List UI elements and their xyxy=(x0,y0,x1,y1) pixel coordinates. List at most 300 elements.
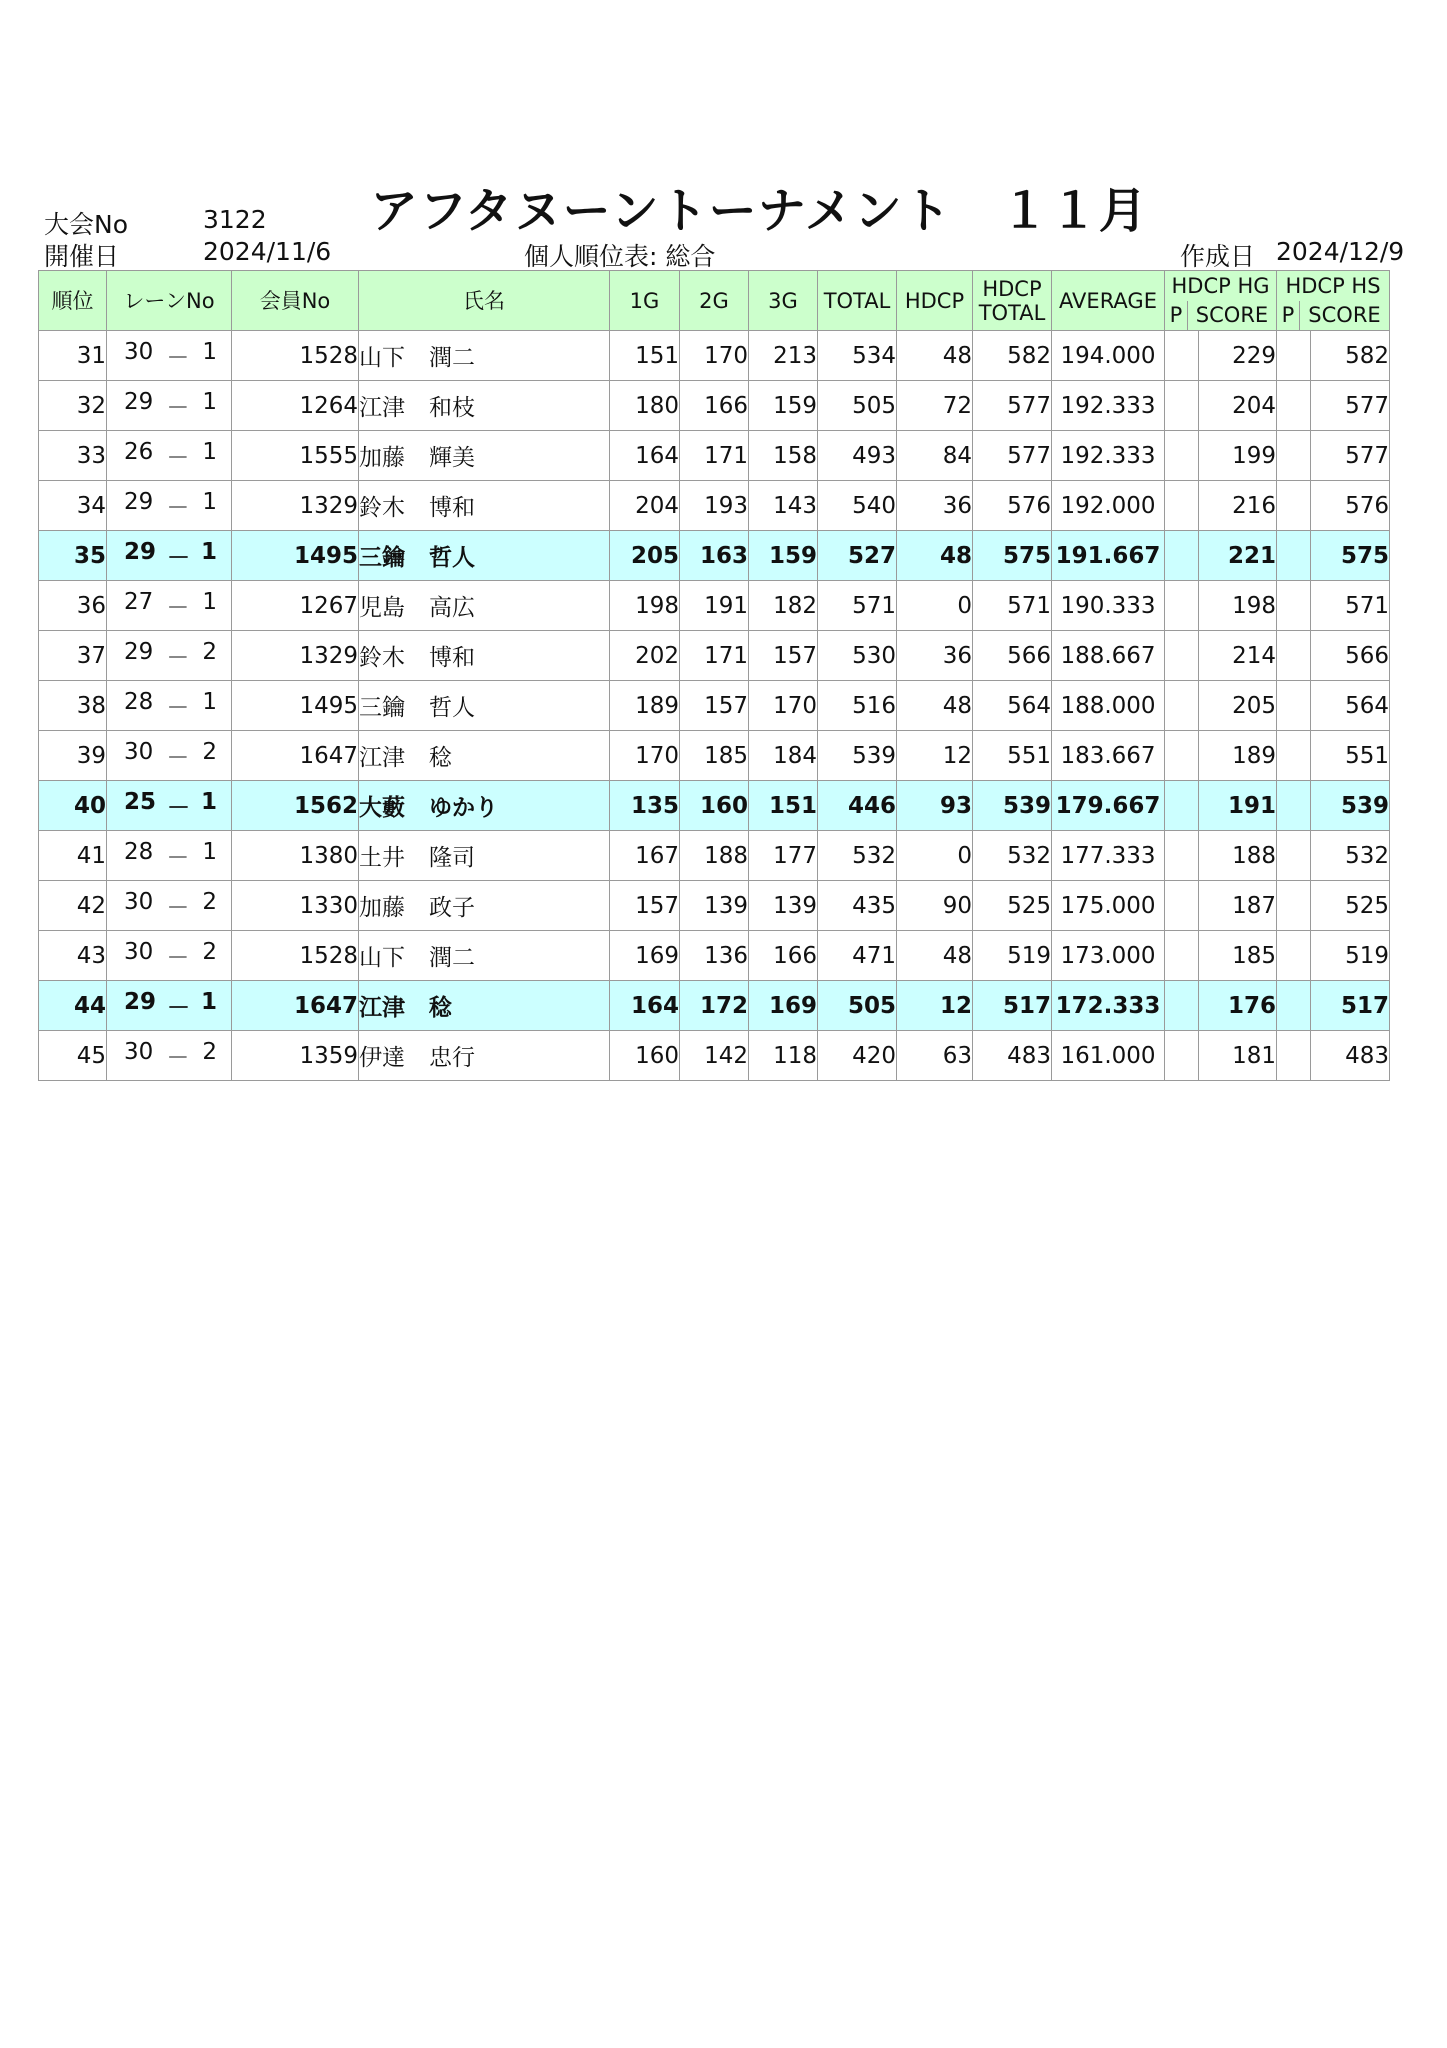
cell-lane-separator: － xyxy=(166,695,190,721)
cell-average: 179.667 xyxy=(1052,781,1165,831)
cell-hs-p xyxy=(1277,731,1311,781)
cell-hs-score: 577 xyxy=(1311,431,1390,481)
cell-hs-score: 517 xyxy=(1311,981,1390,1031)
cell-average: 191.667 xyxy=(1052,531,1165,581)
cell-hg-p xyxy=(1165,781,1199,831)
cell-last-name: 江津 xyxy=(359,395,405,421)
cell-g2: 193 xyxy=(680,481,749,531)
cell-first-name: ゆかり xyxy=(429,795,498,821)
cell-total: 446 xyxy=(818,781,897,831)
header-hdcp-hs xyxy=(1277,271,1390,331)
table-row xyxy=(39,631,1390,681)
cell-hs-p xyxy=(1277,931,1311,981)
cell-hdcp: 0 xyxy=(897,581,973,631)
cell-g2: 171 xyxy=(680,631,749,681)
cell-hdcp-total: 576 xyxy=(973,481,1052,531)
cell-rank: 45 xyxy=(39,1031,107,1081)
cell-first-name: 博和 xyxy=(429,645,475,671)
cell-g1: 169 xyxy=(610,931,680,981)
cell-hg-p xyxy=(1165,581,1199,631)
cell-member-no: 1562 xyxy=(232,781,359,831)
cell-g1: 164 xyxy=(610,431,680,481)
cell-lane-position: 2 xyxy=(202,939,217,965)
cell-hs-score: 566 xyxy=(1311,631,1390,681)
cell-average: 190.333 xyxy=(1052,581,1165,631)
cell-first-name: 政子 xyxy=(429,895,475,921)
header-hdcp-total xyxy=(973,271,1052,331)
cell-hdcp: 63 xyxy=(897,1031,973,1081)
cell-total: 516 xyxy=(818,681,897,731)
cell-rank: 44 xyxy=(39,981,107,1031)
cell-lane xyxy=(107,1031,232,1081)
header-total: TOTAL xyxy=(818,271,897,331)
cell-member-no: 1528 xyxy=(232,331,359,381)
cell-hs-score: 532 xyxy=(1311,831,1390,881)
cell-member-no: 1647 xyxy=(232,981,359,1031)
cell-hdcp-total: 532 xyxy=(973,831,1052,881)
cell-first-name: 輝美 xyxy=(429,445,475,471)
cell-average: 172.333 xyxy=(1052,981,1165,1031)
cell-hg-score: 191 xyxy=(1199,781,1277,831)
table-row xyxy=(39,1031,1390,1081)
cell-lane-position: 1 xyxy=(202,839,217,865)
cell-rank: 40 xyxy=(39,781,107,831)
cell-rank: 37 xyxy=(39,631,107,681)
cell-name xyxy=(359,731,610,781)
cell-hs-score: 519 xyxy=(1311,931,1390,981)
tournament-no-value: 3122 xyxy=(203,205,267,234)
cell-hg-p xyxy=(1165,431,1199,481)
cell-lane xyxy=(107,731,232,781)
cell-hdcp: 12 xyxy=(897,731,973,781)
cell-lane xyxy=(107,381,232,431)
cell-name xyxy=(359,531,610,581)
cell-last-name: 加藤 xyxy=(359,895,405,921)
cell-lane-number: 29 xyxy=(124,989,157,1015)
cell-first-name: 潤二 xyxy=(429,345,475,371)
cell-g1: 135 xyxy=(610,781,680,831)
cell-g1: 157 xyxy=(610,881,680,931)
cell-hdcp-total: 551 xyxy=(973,731,1052,781)
cell-hdcp: 48 xyxy=(897,331,973,381)
cell-hs-p xyxy=(1277,681,1311,731)
cell-hs-p xyxy=(1277,481,1311,531)
cell-hg-p xyxy=(1165,381,1199,431)
cell-total: 530 xyxy=(818,631,897,681)
cell-g1: 204 xyxy=(610,481,680,531)
cell-hg-score: 214 xyxy=(1199,631,1277,681)
table-row xyxy=(39,381,1390,431)
cell-hs-p xyxy=(1277,331,1311,381)
cell-lane-position: 2 xyxy=(202,889,217,915)
cell-hg-p xyxy=(1165,331,1199,381)
cell-hdcp: 48 xyxy=(897,531,973,581)
cell-hdcp-total: 577 xyxy=(973,381,1052,431)
cell-g2: 166 xyxy=(680,381,749,431)
cell-hdcp: 36 xyxy=(897,631,973,681)
table-label: 個人順位表: 総合 xyxy=(524,242,716,271)
cell-hg-score: 188 xyxy=(1199,831,1277,881)
cell-rank: 36 xyxy=(39,581,107,631)
cell-total: 540 xyxy=(818,481,897,531)
cell-name xyxy=(359,581,610,631)
cell-lane-number: 28 xyxy=(124,839,154,865)
cell-g3: 169 xyxy=(749,981,818,1031)
cell-hg-score: 204 xyxy=(1199,381,1277,431)
cell-g3: 151 xyxy=(749,781,818,831)
header-lane: レーンNo xyxy=(107,271,232,331)
cell-lane-position: 2 xyxy=(202,639,217,665)
cell-lane-number: 29 xyxy=(124,389,154,415)
cell-g2: 185 xyxy=(680,731,749,781)
cell-last-name: 鈴木 xyxy=(359,645,405,671)
cell-first-name: 忠行 xyxy=(429,1045,475,1071)
cell-last-name: 山下 xyxy=(359,945,405,971)
cell-member-no: 1647 xyxy=(232,731,359,781)
cell-first-name: 哲人 xyxy=(429,545,475,571)
cell-g2: 142 xyxy=(680,1031,749,1081)
table-row xyxy=(39,581,1390,631)
cell-member-no: 1359 xyxy=(232,1031,359,1081)
cell-g1: 202 xyxy=(610,631,680,681)
cell-g2: 157 xyxy=(680,681,749,731)
date-label: 開催日 xyxy=(44,242,120,271)
cell-g1: 180 xyxy=(610,381,680,431)
cell-hs-score: 571 xyxy=(1311,581,1390,631)
cell-member-no: 1380 xyxy=(232,831,359,881)
cell-g2: 163 xyxy=(680,531,749,581)
cell-lane-separator: － xyxy=(166,595,190,621)
cell-hg-score: 189 xyxy=(1199,731,1277,781)
cell-hdcp: 72 xyxy=(897,381,973,431)
cell-name xyxy=(359,781,610,831)
cell-hg-score: 198 xyxy=(1199,581,1277,631)
cell-name xyxy=(359,681,610,731)
cell-g3: 139 xyxy=(749,881,818,931)
cell-hg-score: 229 xyxy=(1199,331,1277,381)
cell-hdcp-total: 564 xyxy=(973,681,1052,731)
header-hdcp-total-line2: TOTAL xyxy=(978,300,1046,325)
cell-hdcp-total: 483 xyxy=(973,1031,1052,1081)
cell-hs-score: 483 xyxy=(1311,1031,1390,1081)
cell-hg-p xyxy=(1165,981,1199,1031)
cell-lane-position: 1 xyxy=(200,989,217,1015)
cell-hdcp: 48 xyxy=(897,681,973,731)
cell-hg-score: 185 xyxy=(1199,931,1277,981)
cell-g3: 166 xyxy=(749,931,818,981)
cell-name xyxy=(359,381,610,431)
cell-name xyxy=(359,331,610,381)
cell-average: 177.333 xyxy=(1052,831,1165,881)
header-hg-p: P xyxy=(1165,301,1188,330)
cell-g2: 191 xyxy=(680,581,749,631)
cell-rank: 42 xyxy=(39,881,107,931)
cell-lane-separator: － xyxy=(166,945,190,971)
cell-last-name: 伊達 xyxy=(359,1045,405,1071)
table-row xyxy=(39,431,1390,481)
cell-hdcp: 84 xyxy=(897,431,973,481)
cell-hs-score: 539 xyxy=(1311,781,1390,831)
cell-lane xyxy=(107,881,232,931)
cell-g2: 139 xyxy=(680,881,749,931)
cell-lane xyxy=(107,831,232,881)
cell-g2: 136 xyxy=(680,931,749,981)
cell-lane xyxy=(107,681,232,731)
table-row xyxy=(39,681,1390,731)
cell-total: 435 xyxy=(818,881,897,931)
header-g3: 3G xyxy=(749,271,818,331)
cell-lane-position: 1 xyxy=(202,589,217,615)
cell-hs-score: 575 xyxy=(1311,531,1390,581)
cell-hg-score: 216 xyxy=(1199,481,1277,531)
cell-member-no: 1267 xyxy=(232,581,359,631)
cell-g1: 205 xyxy=(610,531,680,581)
cell-name xyxy=(359,881,610,931)
cell-lane-number: 30 xyxy=(124,1039,154,1065)
cell-rank: 39 xyxy=(39,731,107,781)
table-row xyxy=(39,781,1390,831)
cell-average: 175.000 xyxy=(1052,881,1165,931)
cell-rank: 38 xyxy=(39,681,107,731)
header-hs-top: HDCP HS xyxy=(1285,274,1381,298)
table-row xyxy=(39,731,1390,781)
cell-lane-separator: － xyxy=(166,745,190,771)
cell-g2: 188 xyxy=(680,831,749,881)
table-row xyxy=(39,981,1390,1031)
cell-hs-score: 551 xyxy=(1311,731,1390,781)
cell-total: 505 xyxy=(818,981,897,1031)
cell-first-name: 隆司 xyxy=(429,845,475,871)
cell-g3: 158 xyxy=(749,431,818,481)
cell-lane-separator: － xyxy=(167,995,190,1021)
cell-lane-number: 29 xyxy=(124,639,154,665)
cell-hg-score: 187 xyxy=(1199,881,1277,931)
created-label: 作成日 xyxy=(1180,242,1256,271)
cell-total: 539 xyxy=(818,731,897,781)
cell-hs-p xyxy=(1277,781,1311,831)
cell-average: 192.000 xyxy=(1052,481,1165,531)
cell-last-name: 江津 xyxy=(359,745,405,771)
cell-rank: 34 xyxy=(39,481,107,531)
cell-average: 192.333 xyxy=(1052,381,1165,431)
header-hg-score: SCORE xyxy=(1195,303,1269,327)
cell-lane-position: 1 xyxy=(200,789,217,815)
cell-last-name: 土井 xyxy=(359,845,405,871)
cell-member-no: 1264 xyxy=(232,381,359,431)
cell-lane-separator: － xyxy=(166,495,190,521)
cell-hg-p xyxy=(1165,1031,1199,1081)
cell-hg-p xyxy=(1165,681,1199,731)
table-row xyxy=(39,881,1390,931)
cell-lane xyxy=(107,781,232,831)
cell-name xyxy=(359,931,610,981)
cell-lane-position: 1 xyxy=(202,489,217,515)
cell-hdcp: 12 xyxy=(897,981,973,1031)
cell-hdcp-total: 577 xyxy=(973,431,1052,481)
table-row xyxy=(39,831,1390,881)
cell-lane xyxy=(107,481,232,531)
cell-hg-score: 176 xyxy=(1199,981,1277,1031)
cell-first-name: 稔 xyxy=(429,995,452,1021)
cell-lane-number: 30 xyxy=(124,889,154,915)
cell-member-no: 1495 xyxy=(232,681,359,731)
cell-g2: 172 xyxy=(680,981,749,1031)
cell-g2: 160 xyxy=(680,781,749,831)
cell-rank: 43 xyxy=(39,931,107,981)
cell-first-name: 博和 xyxy=(429,495,475,521)
page-title: アフタヌーントーナメント １１月 xyxy=(370,183,1148,239)
table-row xyxy=(39,331,1390,381)
cell-hdcp: 0 xyxy=(897,831,973,881)
cell-g3: 157 xyxy=(749,631,818,681)
header-g1: 1G xyxy=(610,271,680,331)
cell-lane-separator: － xyxy=(166,395,190,421)
cell-lane-position: 1 xyxy=(202,689,217,715)
header-hdcp: HDCP xyxy=(897,271,973,331)
cell-g1: 198 xyxy=(610,581,680,631)
header-member: 会員No xyxy=(232,271,359,331)
cell-total: 505 xyxy=(818,381,897,431)
cell-total: 493 xyxy=(818,431,897,481)
cell-lane-separator: － xyxy=(166,445,190,471)
cell-average: 192.333 xyxy=(1052,431,1165,481)
cell-lane xyxy=(107,981,232,1031)
cell-hs-score: 582 xyxy=(1311,331,1390,381)
created-date: 2024/12/9 xyxy=(1276,237,1405,266)
cell-hg-p xyxy=(1165,831,1199,881)
cell-lane-number: 30 xyxy=(124,739,154,765)
table-row xyxy=(39,481,1390,531)
cell-name xyxy=(359,981,610,1031)
header-row xyxy=(39,271,1390,331)
cell-g1: 167 xyxy=(610,831,680,881)
cell-hs-p xyxy=(1277,831,1311,881)
cell-hg-p xyxy=(1165,631,1199,681)
header-average: AVERAGE xyxy=(1052,271,1165,331)
cell-hdcp: 48 xyxy=(897,931,973,981)
cell-total: 534 xyxy=(818,331,897,381)
cell-g3: 182 xyxy=(749,581,818,631)
cell-last-name: 鈴木 xyxy=(359,495,405,521)
cell-rank: 31 xyxy=(39,331,107,381)
cell-average: 161.000 xyxy=(1052,1031,1165,1081)
cell-member-no: 1555 xyxy=(232,431,359,481)
header-hg-top: HDCP HG xyxy=(1171,274,1270,298)
cell-total: 420 xyxy=(818,1031,897,1081)
cell-lane-separator: － xyxy=(167,795,190,821)
cell-g3: 143 xyxy=(749,481,818,531)
cell-lane-number: 26 xyxy=(124,439,154,465)
cell-lane xyxy=(107,431,232,481)
cell-lane-separator: － xyxy=(166,1045,190,1071)
header-g2: 2G xyxy=(680,271,749,331)
cell-lane-position: 1 xyxy=(202,389,217,415)
cell-lane-position: 2 xyxy=(202,739,217,765)
cell-hs-p xyxy=(1277,431,1311,481)
table-row xyxy=(39,931,1390,981)
cell-g1: 164 xyxy=(610,981,680,1031)
cell-average: 183.667 xyxy=(1052,731,1165,781)
cell-g3: 159 xyxy=(749,381,818,431)
cell-g1: 160 xyxy=(610,1031,680,1081)
cell-member-no: 1495 xyxy=(232,531,359,581)
cell-member-no: 1528 xyxy=(232,931,359,981)
cell-lane-separator: － xyxy=(166,895,190,921)
cell-last-name: 大藪 xyxy=(359,795,405,821)
cell-hs-p xyxy=(1277,581,1311,631)
cell-name xyxy=(359,481,610,531)
cell-hs-score: 564 xyxy=(1311,681,1390,731)
cell-name xyxy=(359,431,610,481)
cell-last-name: 児島 xyxy=(359,595,405,621)
cell-lane-separator: － xyxy=(166,645,190,671)
cell-first-name: 潤二 xyxy=(429,945,475,971)
cell-lane-number: 28 xyxy=(124,689,154,715)
header-hdcp-hg xyxy=(1165,271,1277,331)
cell-last-name: 山下 xyxy=(359,345,405,371)
cell-first-name: 高広 xyxy=(429,595,475,621)
cell-first-name: 和枝 xyxy=(429,395,475,421)
cell-rank: 41 xyxy=(39,831,107,881)
cell-lane-position: 1 xyxy=(202,439,217,465)
cell-lane xyxy=(107,331,232,381)
cell-rank: 35 xyxy=(39,531,107,581)
header-rank: 順位 xyxy=(39,271,107,331)
cell-first-name: 稔 xyxy=(429,745,452,771)
cell-hdcp: 93 xyxy=(897,781,973,831)
cell-lane xyxy=(107,931,232,981)
cell-last-name: 江津 xyxy=(359,995,405,1021)
cell-hdcp-total: 525 xyxy=(973,881,1052,931)
cell-first-name: 哲人 xyxy=(429,695,475,721)
cell-lane-number: 29 xyxy=(124,489,154,515)
cell-lane-position: 1 xyxy=(202,339,217,365)
cell-g2: 170 xyxy=(680,331,749,381)
header-hs-p: P xyxy=(1277,301,1300,330)
cell-member-no: 1329 xyxy=(232,481,359,531)
cell-lane-number: 27 xyxy=(124,589,154,615)
cell-hs-p xyxy=(1277,631,1311,681)
cell-hs-p xyxy=(1277,981,1311,1031)
cell-hdcp-total: 517 xyxy=(973,981,1052,1031)
cell-hdcp-total: 539 xyxy=(973,781,1052,831)
tournament-no-label: 大会No xyxy=(44,210,128,239)
cell-hdcp-total: 566 xyxy=(973,631,1052,681)
cell-g3: 170 xyxy=(749,681,818,731)
cell-average: 188.000 xyxy=(1052,681,1165,731)
cell-total: 532 xyxy=(818,831,897,881)
cell-last-name: 三鑰 xyxy=(359,695,405,721)
cell-member-no: 1330 xyxy=(232,881,359,931)
cell-lane-number: 29 xyxy=(124,539,157,565)
results-table xyxy=(38,270,1390,1081)
cell-hdcp: 90 xyxy=(897,881,973,931)
cell-hg-score: 199 xyxy=(1199,431,1277,481)
cell-g1: 170 xyxy=(610,731,680,781)
cell-g3: 118 xyxy=(749,1031,818,1081)
cell-hs-p xyxy=(1277,381,1311,431)
cell-hg-p xyxy=(1165,531,1199,581)
cell-hdcp-total: 582 xyxy=(973,331,1052,381)
header-name: 氏名 xyxy=(359,271,610,331)
cell-hdcp-total: 571 xyxy=(973,581,1052,631)
cell-lane-number: 30 xyxy=(124,339,154,365)
table-row xyxy=(39,531,1390,581)
cell-g3: 159 xyxy=(749,531,818,581)
cell-hdcp: 36 xyxy=(897,481,973,531)
cell-hs-score: 577 xyxy=(1311,381,1390,431)
header-hdcp-total-line1: HDCP xyxy=(982,276,1042,301)
